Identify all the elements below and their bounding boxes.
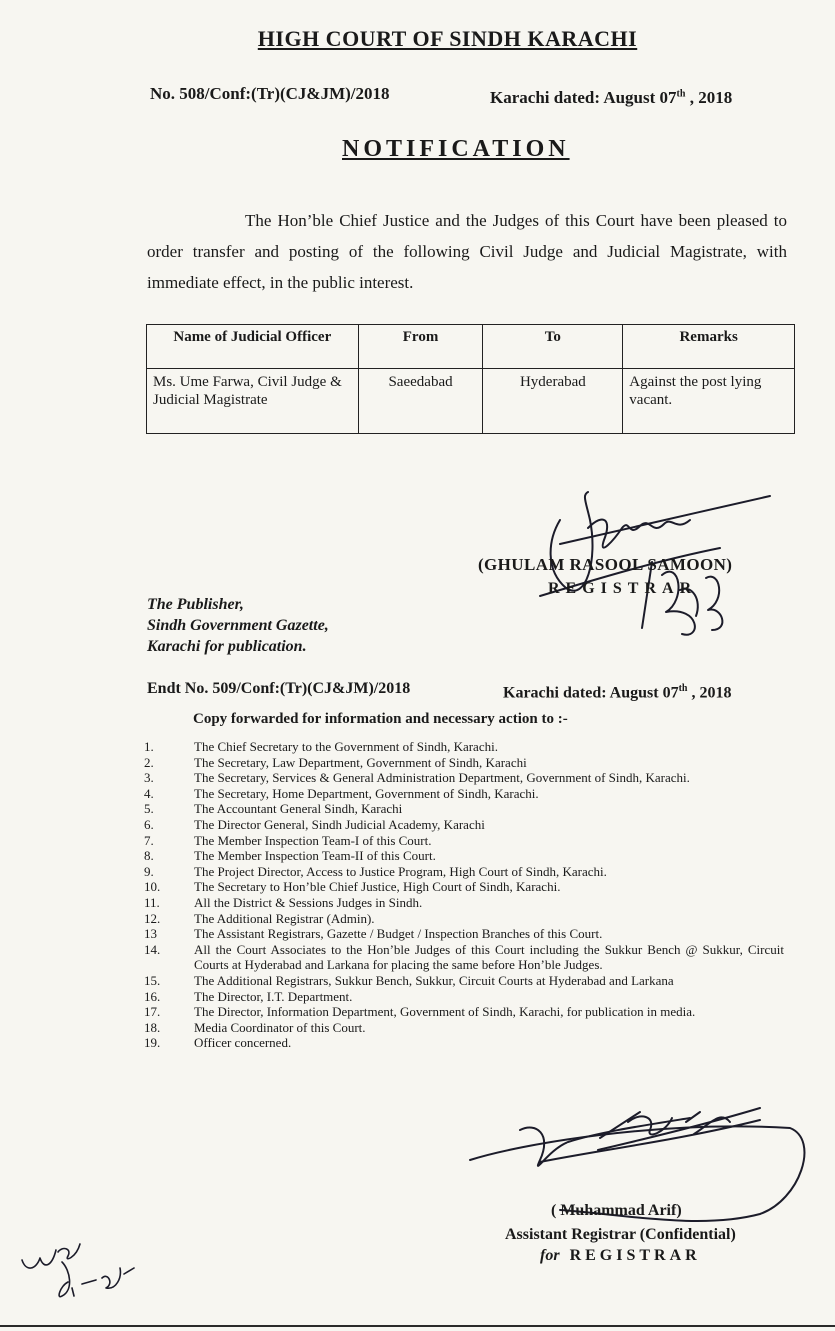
copy-forwarded-heading: Copy forwarded for information and necessary action to :- <box>193 711 568 727</box>
distribution-list <box>144 739 784 1051</box>
list-item <box>144 989 784 1005</box>
list-item-number: 7. <box>144 832 154 848</box>
list-item-number: 5. <box>144 801 154 817</box>
list-item <box>144 833 784 849</box>
list-item-number: 18. <box>144 1019 161 1035</box>
publisher-block <box>147 594 329 657</box>
list-item-text: The Secretary, Home Department, Government of Sindh, Karachi. <box>194 785 539 801</box>
assistant-registrar-name: ( Muhammad Arif) <box>551 1202 682 1219</box>
list-item <box>144 1020 784 1036</box>
list-item-text: The Additional Registrars, Sukkur Bench, Sukkur, Circuit Courts at Hyderabad and Larkana <box>194 972 674 988</box>
list-item-number: 16. <box>144 988 161 1004</box>
notification-body-text: The Hon’ble Chief Justice and the Judges of this Court have been pleased to order transfer and posting of the following Civil Judge and Judicial Magistrate, with immediate effect, in the public interest. <box>147 211 787 292</box>
list-item-text: The Additional Registrar (Admin). <box>194 910 375 926</box>
list-item-number: 9. <box>144 863 154 879</box>
list-item-text: The Secretary to Hon’ble Chief Justice, High Court of Sindh, Karachi. <box>194 879 561 895</box>
publisher-line-2: Sindh Government Gazette, <box>147 617 329 634</box>
date-prefix: Karachi dated: August 07 <box>490 88 677 107</box>
list-item-text: The Secretary, Law Department, Government of Sindh, Karachi <box>194 754 527 770</box>
for-label: for <box>540 1247 560 1264</box>
list-item-number: 12. <box>144 910 161 926</box>
list-item <box>144 926 784 942</box>
court-title: HIGH COURT OF SINDH KARACHI <box>257 26 638 51</box>
registrar-name: (GHULAM RASOOL SAMOON) <box>478 555 733 574</box>
list-item <box>144 739 784 755</box>
list-item-text: The Member Inspection Team-II of this Court. <box>194 848 436 864</box>
endt-date-prefix: Karachi dated: August 07 <box>503 684 679 702</box>
list-item-text: Officer concerned. <box>194 1035 292 1051</box>
list-item <box>144 879 784 895</box>
list-item-number: 1. <box>144 739 154 754</box>
list-item-text: All the Court Associates to the Hon’ble Judges of this Court including the Sukkur Bench @ Sukkur, Circuit Courts at Hyderabad and Larkana for placing the same before Hon’ble Judges. <box>194 941 784 973</box>
list-item <box>144 911 784 927</box>
page-bottom-edge <box>0 1325 835 1327</box>
list-item-number: 11. <box>144 894 160 910</box>
assistant-registrar-for <box>540 1247 701 1265</box>
list-item <box>144 942 784 973</box>
list-item <box>144 801 784 817</box>
list-item-number: 17. <box>144 1004 161 1020</box>
endt-date-sup: th <box>678 683 688 694</box>
list-item <box>144 1004 784 1020</box>
list-item-number: 3. <box>144 770 154 786</box>
list-item-text: The Assistant Registrars, Gazette / Budget / Inspection Branches of this Court. <box>194 926 603 942</box>
list-item-text: The Member Inspection Team-I of this Court. <box>194 832 432 848</box>
list-item-text: The Secretary, Services & General Administration Department, Government of Sindh, Karachi. <box>194 770 690 786</box>
endorsement-date <box>503 683 731 702</box>
cell-to: Hyderabad <box>483 369 623 434</box>
registrar-title: REGISTRAR <box>548 580 698 597</box>
list-item <box>144 864 784 880</box>
list-item-number: 15. <box>144 972 161 988</box>
list-item-text: The Project Director, Access to Justice Program, High Court of Sindh, Karachi. <box>194 863 607 879</box>
col-header-remarks: Remarks <box>623 325 795 369</box>
list-item-number: 6. <box>144 816 154 832</box>
col-header-from: From <box>358 325 483 369</box>
notification-ref-no: No. 508/Conf:(Tr)(CJ&JM)/2018 <box>150 84 390 103</box>
list-item <box>144 755 784 771</box>
list-item <box>144 973 784 989</box>
list-item <box>144 895 784 911</box>
list-item-text: The Director, Information Department, Government of Sindh, Karachi, for publication in media. <box>194 1004 696 1020</box>
publisher-line-1: The Publisher, <box>147 596 244 613</box>
col-header-name: Name of Judicial Officer <box>147 325 359 369</box>
list-item-number: 10. <box>144 879 161 895</box>
publisher-line-3: Karachi for publication. <box>147 638 307 655</box>
assistant-registrar-title: Assistant Registrar (Confidential) <box>505 1226 736 1243</box>
list-item-number: 14. <box>144 941 161 957</box>
cell-from: Saeedabad <box>358 369 483 434</box>
list-item-text: The Accountant General Sindh, Karachi <box>194 801 403 817</box>
list-item-number: 8. <box>144 848 154 864</box>
list-item-text: All the District & Sessions Judges in Sindh. <box>194 894 423 910</box>
cell-remarks: Against the post lying vacant. <box>623 369 795 434</box>
col-header-to: To <box>483 325 623 369</box>
list-item <box>144 1035 784 1051</box>
list-item <box>144 817 784 833</box>
endorsement-ref-no: Endt No. 509/Conf:(Tr)(CJ&JM)/2018 <box>147 680 411 697</box>
list-item-text: The Director, I.T. Department. <box>194 988 353 1004</box>
list-item <box>144 786 784 802</box>
list-item-text: The Director General, Sindh Judicial Academy, Karachi <box>194 816 485 832</box>
date-suffix: , 2018 <box>685 88 733 107</box>
notification-heading: NOTIFICATION <box>342 136 570 162</box>
margin-note-ink <box>22 1244 134 1297</box>
list-item <box>144 770 784 786</box>
list-item-number: 13 <box>144 926 157 942</box>
list-item-text: The Chief Secretary to the Government of Sindh, Karachi. <box>194 739 498 754</box>
endt-date-suffix: , 2018 <box>687 684 732 702</box>
for-role: REGISTRAR <box>569 1247 701 1264</box>
list-item <box>144 848 784 864</box>
list-item-text: Media Coordinator of this Court. <box>194 1019 366 1035</box>
date-sup: th <box>676 88 686 100</box>
cell-officer-name: Ms. Ume Farwa, Civil Judge & Judicial Magistrate <box>147 369 359 434</box>
list-item-number: 4. <box>144 785 154 801</box>
list-item-number: 2. <box>144 754 154 770</box>
list-item-number: 19. <box>144 1035 161 1051</box>
